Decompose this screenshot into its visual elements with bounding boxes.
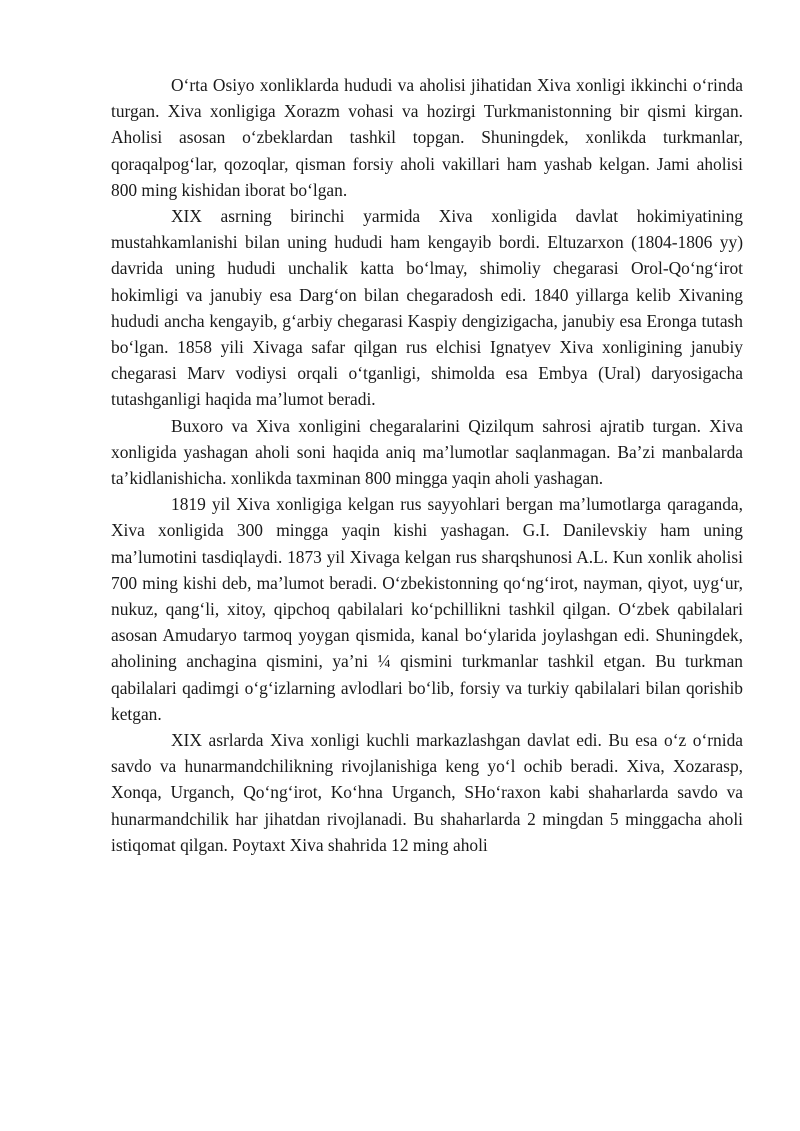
document-page	[111, 72, 743, 858]
paragraph-3: Buxoro va Xiva xonligini chegaralarini Qizilqum sahrosi ajratib turgan. Xiva xonligida yashagan aholi soni haqida aniq ma’lumotlar saqlanmagan. Ba’zi manbalarda ta’kidlanishicha. xonlikda taxminan 800 mingga yaqin aholi yashagan.	[111, 415, 743, 489]
paragraph-4: 1819 yil Xiva xonligiga kelgan rus sayyohlari bergan ma’lumotlarga qaraganda, Xiva xonligida 300 mingga yaqin kishi yashagan. G.I. Danilevskiy ham uning ma’lumotini tasdiqlaydi. 1873 yil Xivaga kelgan rus sharqshunosi A.L. Kun xonlik aholisi 700 ming kishi deb, ma’lumot beradi. O‘zbekistonning qo‘ng‘irot, nayman, qiyot, uyg‘ur, nukuz, qang‘li, xitoy, qipchoq qabilalari ko‘pchillikni tashkil qilgan. O‘zbek qabilalari asosan Amudaryo tarmoq yoygan qismida, kanal bo‘ylarida joylashgan edi. Shuningdek, aholining anchagina qismini, ya’ni ¼ qismini turkmanlar tashkil etgan. Bu turkman qabilalari qadimgi o‘g‘izlarning avlodlari bo‘lib, forsiy va turkiy qabilalari bilan qorishib ketgan.	[111, 494, 743, 724]
paragraph-2: XIX asrning birinchi yarmida Xiva xonligida davlat hokimiyatining mustahkamlanishi bilan uning hududi ham kengayib bordi. Eltuzarxon (1804-1806 yy) davrida uning hududi unchalik katta bo‘lmay, shimoliy chegarasi Orol-Qo‘ng‘irot hokimligi va janubiy esa Darg‘on bilan chegaradosh edi. 1840 yillarga kelib Xivaning hududi ancha kengayib, g‘arbiy chegarasi Kaspiy dengizigacha, janubiy esa Eronga tutash bo‘lgan. 1858 yili Xivaga safar qilgan rus elchisi Ignatyev Xiva xonligining janubiy chegarasi Marv vodiysi orqali o‘tganligi, shimolda esa Embya (Ural) daryosigacha tutashganligi haqida ma’lumot beradi.	[111, 206, 743, 410]
paragraph-5: XIX asrlarda Xiva xonligi kuchli markazlashgan davlat edi. Bu esa o‘z o‘rnida savdo va hunarmandchilikning rivojlanishiga keng yo‘l ochib beradi. Xiva, Xozarasp, Xonqa, Urganch, Qo‘ng‘irot, Ko‘hna Urganch, SHo‘raxon kabi shaharlarda savdo va hunarmandchilik har jihatdan rivojlanadi. Bu shaharlarda 2 mingdan 5 minggacha aholi istiqomat qilgan. Poytaxt Xiva shahrida 12 ming aholi	[111, 730, 743, 855]
paragraph-1: O‘rta Osiyo xonliklarda hududi va aholisi jihatidan Xiva xonligi ikkinchi o‘rinda turgan. Xiva xonligiga Xorazm vohasi va hozirgi Turkmanistonning bir qismi kirgan. Aholisi asosan o‘zbeklardan tashkil topgan. Shuningdek, xonlikda turkmanlar, qoraqalpog‘lar, qozoqlar, qisman forsiy aholi vakillari ham yashab kelgan. Jami aholisi 800 ming kishidan iborat bo‘lgan.	[111, 75, 743, 200]
